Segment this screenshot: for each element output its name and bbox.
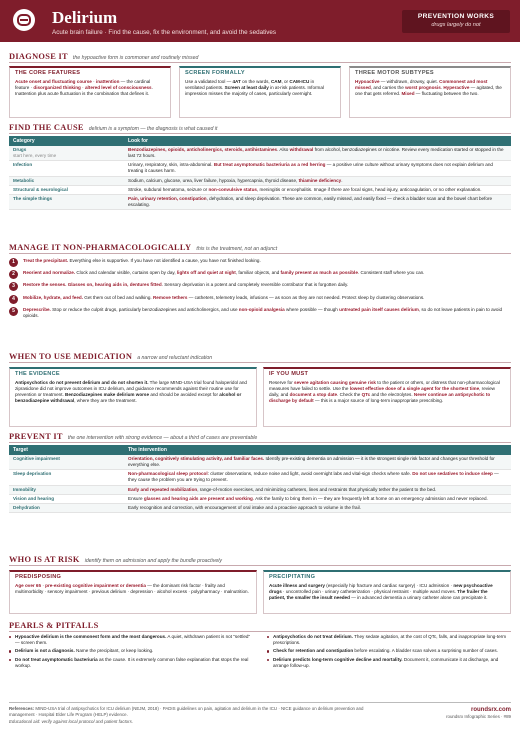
- table-row: Drugs start here, every time Benzodiazepines, opioids, anticholinergics, steroids, antihistamines. Also withdrawal from alcohol, benzodiazepines or nicotine. Review every medication started or stopped in the last 72 hours.: [9, 146, 511, 161]
- brand-link[interactable]: roundsrx.com: [470, 707, 511, 713]
- table-header: Look for: [124, 136, 511, 146]
- list-item: Delirium predicts long-term cognitive decline and mortality. Document it, communicate it at discharge, and arrange follow-up.: [267, 657, 511, 669]
- section-divider: [9, 133, 511, 134]
- cause-table: [9, 136, 511, 210]
- section-subtitle: the one intervention with strong evidence — about a third of cases are preventable: [67, 435, 258, 441]
- section-subtitle: this is the treatment, not an adjunct: [196, 246, 278, 252]
- list-item: 1 Treat the precipitant. Everything else is supportive. If you have not identified a cause, you have not finished looking.: [9, 258, 511, 268]
- badge-title: PREVENTION WORKS: [417, 13, 495, 20]
- card-evidence: [9, 367, 257, 427]
- series-label: roundsrx Infographic Series · #89: [446, 714, 511, 720]
- pitfalls-right: [267, 634, 511, 671]
- card-if-you-must: [263, 367, 511, 427]
- step-number: 4: [9, 295, 18, 304]
- card-title: THREE MOTOR SUBTYPES: [355, 70, 434, 76]
- brain-logo-icon: [13, 9, 35, 31]
- card-title: SCREEN FORMALLY: [185, 70, 245, 76]
- list-item: 4 Mobilize, hydrate, and feed. Get them out of bed and walking. Remove tethers — catheters, telemetry leads, infusions — as soon as they are not needed. Protect sleep by clustering observations.: [9, 295, 511, 305]
- table-row: Metabolic Sodium, calcium, glucose, urea, liver failure, hypoxia, hypercapnia, thyroid disease, thiamine deficiency.: [9, 176, 511, 185]
- section-divider: [9, 62, 511, 63]
- section-subtitle: delirium is a symptom — the diagnosis is what caused it: [88, 126, 218, 132]
- section-divider: [9, 442, 511, 443]
- section-title-manage: MANAGE IT NON-PHARMACOLOGICALLY this is the treatment, not an adjunct: [9, 243, 278, 252]
- card-title: THE EVIDENCE: [15, 371, 60, 377]
- card-motor-subtypes: [349, 66, 511, 118]
- card-screen-formally: [179, 66, 341, 118]
- table-header: Category: [9, 136, 124, 146]
- list-item: Hypoactive delirium is the commonest form and the most dangerous. A quiet, withdrawn patient is not "settled" — screen them.: [9, 634, 253, 646]
- table-row: Immobility Early and repeated mobilization, range-of-motion exercises, and minimizing catheters, lines and restraints that physically tether the patient to the bed.: [9, 485, 511, 494]
- section-subtitle: the hypoactive form is commoner and routinely missed: [72, 55, 199, 61]
- list-item: 5 Deprescribe. Stop or reduce the culprit drugs, particularly benzodiazepines and anticholinergics, and use non-opioid analgesia where possible — though untreated pain itself causes delirium, so do not leave patients in pain to avoid opioids.: [9, 307, 511, 319]
- list-item: 3 Restore the senses. Glasses on, hearing aids in, dentures fitted. Sensory deprivation is a potent and completely reversible contributor that is forgotten daily.: [9, 282, 511, 292]
- section-title-pitfalls: PEARLS & PITFALLS: [9, 621, 99, 630]
- prevention-badge: [402, 10, 510, 33]
- list-item: Antipsychotics do not treat delirium. They sedate agitation, at the cost of QTc, falls, and inappropriate long-term prescriptions.: [267, 634, 511, 646]
- section-divider: [9, 362, 511, 363]
- table-row: Sleep deprivation Non-pharmacological sleep protocol: cluster observations, reduce noise and light, avoid overnight labs and vital-sign checks where safe. Do not use sedatives to induce sleep — they cause the problem you are trying to prevent.: [9, 470, 511, 485]
- card-body: Hypoactive — withdrawn, drowsy, quiet. Commonest and most missed, and carries the worst prognosis. Hyperactive — agitated, the one that gets referred. Mixed — fluctuating between the two.: [355, 78, 502, 96]
- card-core-features: [9, 66, 171, 118]
- header-banner: [0, 0, 520, 42]
- card-precipitating: [263, 570, 511, 614]
- section-subtitle: a narrow and reluctant indication: [137, 355, 213, 361]
- footer: [9, 702, 511, 725]
- section-divider: [9, 631, 511, 632]
- badge-subtitle: drugs largely do not: [431, 21, 481, 28]
- list-item: Delirium is not a diagnosis. Name the precipitant, or keep looking.: [9, 648, 253, 654]
- section-divider: [9, 253, 511, 254]
- disclaimer: Educational aid: verify against local protocol and patient factors.: [9, 718, 133, 724]
- list-item: Do not treat asymptomatic bacteriuria as the cause. It is extremely common false explanation that stops the real workup.: [9, 657, 253, 669]
- card-body: Reserve for severe agitation causing genuine risk to the patient or others, or distress that non-pharmacological measures have failed to settle. Use the lowest effective dose of a single agent for the shortest time, review daily, and document a stop date. Check the QTc and the electrolytes. Never continue an antipsychotic to discharge by default — this is a major source of long-term inappropriate prescribing.: [269, 379, 500, 404]
- section-title-cause: FIND THE CAUSE delirium is a symptom — the diagnosis is what caused it: [9, 123, 218, 132]
- table-row: Dehydration Early recognition and correction, with encouragement of oral intake and a proactive approach to volume in the frail.: [9, 503, 511, 512]
- step-number: 2: [9, 270, 18, 279]
- section-title-prevent: PREVENT IT the one intervention with strong evidence — about a third of cases are preventable: [9, 432, 258, 441]
- table-row: Structural & neurological Stroke, subdural hematoma, seizure or non-convulsive status, meningitis or encephalitis. Image if there are focal signs, head injury, anticoagulation, or no other explanation.: [9, 185, 511, 194]
- section-title-medication: WHEN TO USE MEDICATION a narrow and reluctant indication: [9, 352, 213, 361]
- section-subtitle: identify them on admission and apply the bundle proactively: [84, 558, 222, 564]
- table-row: Vision and hearing Ensure glasses and hearing aids are present and working. Ask the family to bring them in — they are frequently left at home on an emergency admission and never replaced.: [9, 494, 511, 503]
- card-body: Antipsychotics do not prevent delirium and do not shorten it. The large MIND-USA trial found haloperidol and ziprasidone did not improve outcomes in ICU delirium, and guidance recommends against their routine use for prevention or treatment. Benzodiazepines make delirium worse and should be avoided except for alcohol or benzodiazepine withdrawal, where they are the treatment.: [15, 379, 247, 404]
- card-body: Use a validated tool — 4AT on the wards, CAM, or CAM-ICU in ventilated patients. Screen at least daily in at-risk patients. Informal impression misses the majority of cases, particularly overnight.: [185, 78, 324, 96]
- list-item: Check for retention and constipation before escalating. A bladder scan solves a surprising number of cases.: [267, 648, 511, 654]
- table-row: Infection Urinary, respiratory, skin, intra-abdominal. But treat asymptomatic bacteriuria as a red herring — a positive urine culture without urinary symptoms does not explain delirium and treating it causes harm.: [9, 161, 511, 176]
- section-divider: [9, 565, 511, 566]
- prevention-table: [9, 445, 511, 513]
- card-body: Age over 65 · pre-existing cognitive impairment or dementia — the dominant risk factor · frailty and multimorbidity · sensory impairment · previous delirium · depression · alcohol excess · polypharmacy · malnutrition.: [15, 582, 249, 594]
- page-title: Delirium: [52, 8, 118, 27]
- table-row: The simple things Pain, urinary retention, constipation, dehydration, and sleep deprivation. These are common, easily missed, and easily fixed — check a bladder scan and the bowel chart before escalating.: [9, 194, 511, 209]
- card-body: Acute illness and surgery (especially hip fracture and cardiac surgery) · ICU admission · new psychoactive drugs · uncontrolled pain · urinary catheterization · physical restraint · multiple ward moves. The frailer the patient, the smaller the insult needed — in advanced dementia a urinary catheter alone can precipitate it.: [269, 582, 493, 600]
- references: References: MIND-USA trial of antipsychotics for ICU delirium (NEJM, 2018) · PADIS guidelines on pain, agitation and delirium in the ICU · NICE guidance on delirium prevention and management · Hospital Elder Life Program (HELP) evidence.: [9, 706, 364, 717]
- step-number: 1: [9, 258, 18, 267]
- table-row: Cognitive impairment Orientation, cognitively stimulating activity, and familiar faces. Identify pre-existing dementia on admission — it is the strongest single risk factor and changes your threshold for everything else.: [9, 455, 511, 470]
- card-predisposing: [9, 570, 257, 614]
- card-title: PREDISPOSING: [15, 574, 62, 580]
- pitfalls-left: [9, 634, 253, 671]
- step-number: 3: [9, 282, 18, 291]
- footer-brand: [446, 706, 511, 720]
- step-number: 5: [9, 307, 18, 316]
- card-title: IF YOU MUST: [269, 371, 309, 377]
- page-subtitle: Acute brain failure · Find the cause, fix the environment, and avoid the sedatives: [52, 29, 277, 36]
- table-header: The intervention: [124, 445, 511, 455]
- section-title-diagnose: DIAGNOSE IT the hypoactive form is commoner and routinely missed: [9, 52, 199, 61]
- table-header: Target: [9, 445, 124, 455]
- card-body: Acute onset and fluctuating course · inattention — the cardinal feature · disorganized thinking · altered level of consciousness. Inattention plus acute fluctuation is the combination that defines it.: [15, 78, 153, 96]
- section-title-risk: WHO IS AT RISK identify them on admission and apply the bundle proactively: [9, 555, 222, 564]
- management-steps: [9, 258, 511, 321]
- card-title: THE CORE FEATURES: [15, 70, 81, 76]
- list-item: 2 Reorient and normalize. Clock and calendar visible, curtains open by day, lights off and quiet at night, familiar objects, and family present as much as possible. Consistent staff where you can.: [9, 270, 511, 280]
- card-title: PRECIPITATING: [269, 574, 316, 580]
